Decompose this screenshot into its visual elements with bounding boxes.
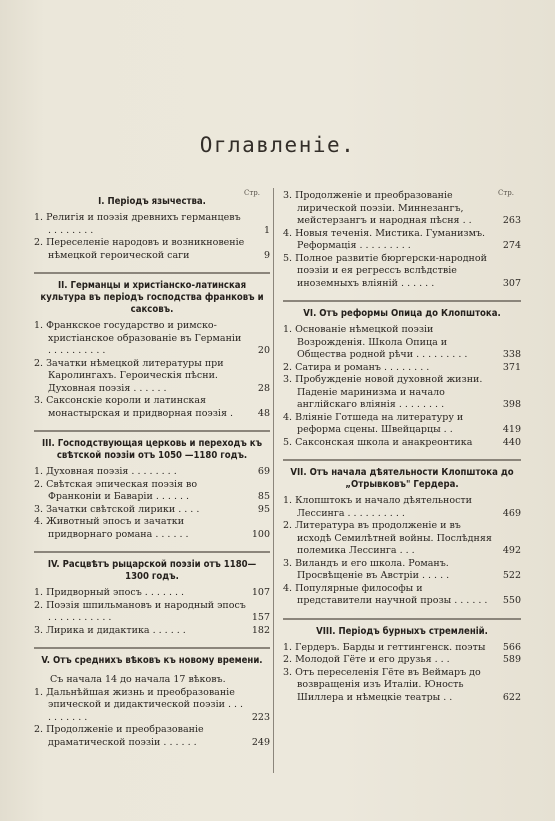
section-heading: IV. Расцвѣтъ рыцарской поэзіи отъ 1180—1300 годъ. [47, 559, 257, 582]
toc-entry-page: 48 [257, 407, 270, 419]
toc-entry-page: 95 [257, 503, 270, 515]
toc-entry-text: 3. Саксонскіе короли и латинская монастырская и придворная поэзія . [34, 395, 233, 419]
column-divider [273, 188, 274, 773]
toc-section [34, 196, 270, 262]
section-heading: VI. Отъ реформы Опица до Клопштока. [303, 308, 501, 319]
toc-entry-page: 100 [251, 528, 270, 540]
toc-section [34, 647, 270, 749]
toc-entry[interactable] [283, 437, 521, 450]
toc-entry-page: 398 [502, 399, 521, 410]
section-rule [34, 551, 270, 553]
toc-entry[interactable] [283, 362, 521, 375]
toc-entry-text: 2. Сатира и романъ . . . . . . . . [283, 361, 430, 373]
toc-entry[interactable] [283, 642, 521, 655]
toc-entry[interactable] [283, 253, 521, 291]
toc-entry[interactable] [34, 504, 270, 517]
toc-entry-page: 20 [257, 345, 270, 356]
toc-entry[interactable] [283, 412, 521, 437]
page-column-label-left: Стр. [244, 189, 260, 197]
toc-entry[interactable] [283, 228, 521, 253]
section-heading: II. Германцы и христіанско-латинская культура въ періодъ господства франковъ и саксовъ. [40, 280, 264, 315]
toc-entry-page: 589 [502, 654, 521, 665]
toc-entry-page: 85 [257, 491, 270, 502]
toc-entry-text: 2. Свѣтская эпическая поэзія во Франконіи и Баваріи . . . . . . [34, 478, 198, 502]
toc-section [283, 190, 521, 290]
toc-entry-page: 182 [251, 624, 270, 636]
toc-entry-text: 3. Виландъ и его школа. Романъ. Просвѣщеніе въ Австріи . . . . . [283, 557, 450, 581]
section-heading: VII. Отъ начала дѣятельности Клопштока до „Отрывковъ" Гердера. [290, 467, 514, 490]
section-rule [283, 300, 521, 302]
toc-entry[interactable] [34, 320, 270, 358]
toc-entry-text: 1. Франкское государство и римско-христіанское образованіе въ Германіи . . . . . . . . . . [34, 320, 242, 356]
toc-entry-page: 69 [257, 466, 270, 477]
section-heading: III. Господствующая церковь и переходъ къ свѣтской поэзіи отъ 1050 —1180 годъ. [41, 438, 262, 461]
toc-entry[interactable] [34, 516, 270, 541]
toc-entry-page: 492 [502, 545, 521, 556]
toc-entry[interactable] [283, 495, 521, 520]
toc-entry-text: 1. Гердеръ. Барды и геттингенск. поэты [283, 641, 486, 653]
section-heading: VIII. Періодъ бурныхъ стремленій. [316, 625, 488, 637]
page-title: Оглавленіе. [199, 133, 356, 157]
section-subheading: Съ начала 14 до начала 17 вѣковъ. [50, 674, 226, 685]
toc-entry-text: 2. Молодой Гёте и его друзья . . . [283, 654, 450, 665]
toc-entry-text: 1. Дальнѣйшая жизнь и преобразованіе эпической и дидактической поэзіи . . . . . . . . . . [34, 686, 244, 723]
toc-entry-page: 249 [251, 736, 270, 748]
toc-entry-text: 5. Саксонская школа и анакреонтика [283, 436, 473, 448]
toc-entry-text: 5. Полное развитіе бюргерски-народной поэзіи и ея регрессъ вслѣдствіе иноземныхъ вліяній . . . . . . [283, 252, 487, 289]
toc-entry[interactable] [34, 587, 270, 600]
section-heading: I. Періодъ язычества. [98, 196, 206, 207]
toc-entry[interactable] [283, 667, 521, 705]
toc-entry[interactable] [283, 190, 521, 228]
toc-section [34, 430, 270, 541]
toc-entry-text: 3. Продолженіе и преобразованіе лирической поэзіи. Миннезангъ, мейстерзангъ и народная пѣсня . . [283, 190, 472, 226]
toc-entry-page: 371 [502, 361, 521, 373]
toc-left-column [34, 190, 270, 759]
toc-entry[interactable] [34, 212, 270, 237]
toc-section [34, 272, 270, 420]
toc-entry[interactable] [283, 583, 521, 608]
toc-entry-page: 223 [251, 711, 270, 723]
toc-entry-page: 566 [502, 641, 521, 653]
page-column-label-right: Стр. [498, 189, 514, 197]
toc-entry-page: 263 [502, 215, 521, 226]
toc-entry-text: 3. Отъ переселенія Гёте въ Веймаръ до возвращенія изъ Италіи. Юность Шиллера и нѣмецкіе театры . . [283, 666, 481, 703]
toc-entry[interactable] [34, 466, 270, 479]
toc-entry-page: 307 [502, 277, 521, 289]
toc-right-column [283, 190, 521, 714]
toc-entry-page: 1 [263, 224, 270, 236]
toc-entry-page: 440 [502, 436, 521, 448]
toc-section [283, 618, 521, 705]
toc-entry-page: 419 [502, 424, 521, 435]
section-rule [34, 272, 270, 274]
toc-entry-text: 3. Зачатки свѣтской лирики . . . . [34, 503, 200, 515]
toc-entry-text: 4. Популярные философы и представители научной прозы . . . . . . [283, 582, 488, 606]
toc-entry[interactable] [34, 724, 270, 749]
toc-entry[interactable] [283, 324, 521, 362]
toc-section [34, 551, 270, 637]
section-heading: V. Отъ среднихъ вѣковъ къ новому времени. [41, 655, 263, 666]
toc-entry-text: 4. Животный эпосъ и зачатки придворнаго романа . . . . . . [34, 516, 189, 540]
toc-entry[interactable] [34, 479, 270, 504]
toc-entry-page: 157 [251, 612, 270, 623]
toc-entry-page: 522 [502, 570, 521, 581]
toc-entry-text: 1. Клопштокъ и начало дѣятельности Лессинга . . . . . . . . . . [283, 495, 473, 519]
toc-entry-text: 1. Религія и поэзія древнихъ германцевъ . . . . . . . . [34, 212, 241, 236]
toc-entry[interactable] [283, 558, 521, 583]
toc-entry[interactable] [34, 625, 270, 638]
toc-entry-text: 2. Зачатки нѣмецкой литературы при Каролингахъ. Героическія пѣсни. Духовная поэзія . . . . . . [34, 357, 224, 394]
section-rule [34, 647, 270, 649]
toc-section [283, 300, 521, 449]
toc-entry[interactable] [34, 600, 270, 625]
section-rule [34, 430, 270, 432]
toc-entry-text: 4. Новыя теченія. Мистика. Гуманизмъ. Реформація . . . . . . . . . [283, 227, 486, 251]
toc-entry[interactable] [283, 520, 521, 558]
toc-entry-text: 4. Вліяніе Готшеда на литературу и реформа сцены. Швейцарцы . . [283, 411, 464, 435]
toc-entry-text: 1. Духовная поэзія . . . . . . . . [34, 466, 177, 477]
toc-entry-text: 2. Продолженіе и преобразованіе драматической поэзіи . . . . . . [34, 724, 204, 748]
toc-entry[interactable] [34, 358, 270, 396]
toc-entry-page: 550 [502, 595, 521, 606]
toc-entry-text: 3. Пробужденіе новой духовной жизни. Паденіе маринизма и начало англійскаго вліянія . . . . . . . . [283, 374, 483, 410]
toc-entry-text: 2. Литература въ продолженіе и въ исходѣ Семилѣтней войны. Послѣдняя полемика Лессинга . . . [283, 520, 492, 556]
toc-entry[interactable] [34, 395, 270, 420]
toc-entry-text: 2. Поэзія шпильмановъ и народный эпосъ . . . . . . . . . . . [34, 599, 246, 623]
toc-entry-page: 9 [263, 249, 270, 261]
toc-entry-page: 622 [502, 691, 521, 703]
toc-entry[interactable] [283, 374, 521, 412]
toc-entry-page: 28 [257, 382, 270, 394]
toc-entry-text: 2. Переселеніе народовъ и возникновеніе нѣмецкой героической саги [34, 237, 245, 261]
toc-entry-page: 469 [502, 507, 521, 519]
toc-entry[interactable] [34, 237, 270, 262]
section-rule [283, 459, 521, 461]
toc-entry-page: 338 [502, 349, 521, 360]
toc-section [283, 459, 521, 608]
toc-entry-page: 274 [502, 240, 521, 251]
toc-entry[interactable] [283, 654, 521, 667]
toc-entry[interactable] [34, 687, 270, 725]
toc-entry-text: 1. Основаніе нѣмецкой поэзіи Возрожденія. Школа Опица и Общества родной рѣчи . . . . . . . . . [283, 324, 468, 360]
section-rule [283, 618, 521, 620]
toc-entry-text: 1. Придворный эпосъ . . . . . . . [34, 587, 185, 598]
toc-entry-page: 107 [251, 587, 270, 598]
toc-entry-text: 3. Лирика и дидактика . . . . . . [34, 624, 186, 636]
